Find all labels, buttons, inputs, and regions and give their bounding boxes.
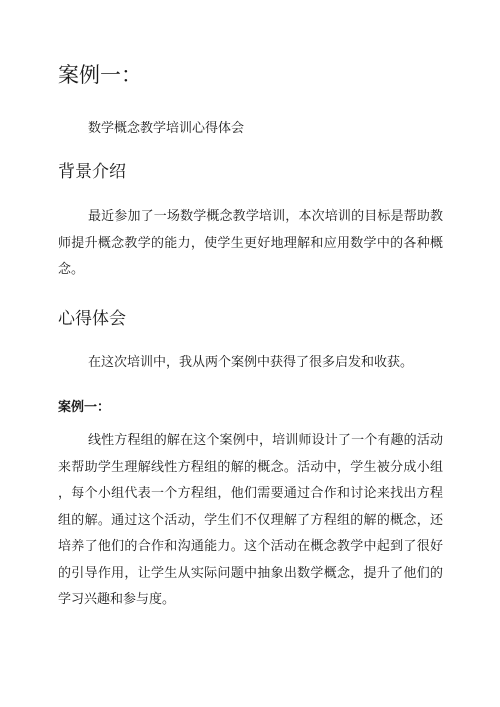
paragraph-line: 线性方程组的解在这个案例中，培训师设计了一个有趣的活动 bbox=[88, 433, 443, 448]
paragraph-line: 在这次培训中，我从两个案例中获得了很多启发和收获。 bbox=[88, 355, 414, 370]
background-paragraph bbox=[58, 204, 443, 284]
paragraph-line: 来帮助学生理解线性方程组的解的概念。活动中，学生被分成小组 bbox=[58, 459, 443, 475]
case-one-title: 案例一： bbox=[58, 400, 111, 415]
main-heading: 案例一： bbox=[58, 63, 142, 87]
paragraph-line: 组的解。通过这个活动，学生们不仅理解了方程组的解的概念，还 bbox=[58, 512, 443, 528]
paragraph-line: 师提升概念教学的能力，使学生更好地理解和应用数学中的各种概 bbox=[58, 235, 443, 251]
paragraph-line: 念。 bbox=[58, 262, 85, 277]
case-one-paragraph bbox=[58, 428, 443, 614]
section-title-background: 背景介绍 bbox=[58, 162, 126, 182]
paragraph-line: 的引导作用，让学生从实际问题中抽象出数学概念，提升了他们的 bbox=[58, 565, 443, 581]
insights-intro-paragraph bbox=[58, 350, 443, 377]
section-title-insights: 心得体会 bbox=[58, 309, 126, 329]
paragraph-line: ，每个小组代表一个方程组，他们需要通过合作和讨论来找出方程 bbox=[58, 486, 443, 501]
paragraph-line: 学习兴趣和参与度。 bbox=[58, 592, 176, 607]
document-subtitle: 数学概念教学培训心得体会 bbox=[88, 121, 245, 136]
paragraph-line: 最近参加了一场数学概念教学培训，本次培训的目标是帮助教 bbox=[88, 209, 443, 224]
paragraph-line: 培养了他们的合作和沟通能力。这个活动在概念教学中起到了很好 bbox=[58, 539, 443, 554]
